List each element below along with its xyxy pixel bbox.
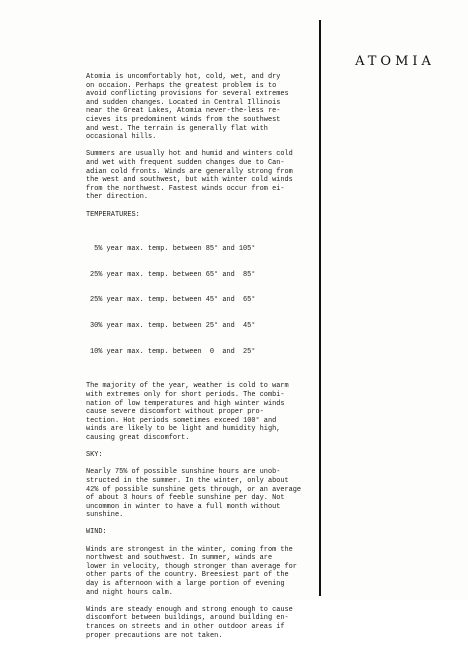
page-title: ATOMIA	[355, 54, 435, 69]
text-line: lower in velocity, though stronger than average for	[86, 562, 297, 571]
text-line: and west. The terrain is generally flat with	[86, 124, 268, 133]
text-line: adian cold fronts. Winds are generally strong from	[86, 167, 293, 176]
text-line: from the northwest. Fastest winds occur from ei-	[86, 184, 285, 193]
text-line: on occaion. Perhaps the greatest problem is to	[86, 81, 277, 90]
temperature-row: 30% year max. temp. between 25° and 45°	[90, 322, 256, 331]
text-line: The majority of the year, weather is cold to warm	[86, 382, 289, 391]
text-line: Winds are strongest in the winter, coming from the	[86, 545, 293, 554]
text-line: cause severe discomfort without proper pro-	[86, 408, 264, 417]
text-line: avoid conflicting provisions for several extremes	[86, 90, 289, 99]
text-line: northwest and southwest. In summer, winds are	[86, 554, 273, 563]
text-line: tection. Hot periods sometimes exceed 100° and	[86, 416, 277, 425]
text-line: and sudden changes. Located in Central Illinois	[86, 98, 281, 107]
text-line: trances on streets and in other outdoor areas if	[86, 623, 285, 631]
temperature-table	[86, 228, 316, 374]
text-line: discomfort between buildings, around building en-	[86, 614, 289, 623]
text-line: structed in the summer. In the winter, only about	[86, 476, 289, 485]
text-line: the west and southwest, but with winter cold winds	[86, 176, 293, 185]
temperatures-heading: TEMPERATURES:	[86, 210, 140, 219]
text-line: uncommon in winter to have a full month without	[86, 502, 281, 511]
text-line: cieves its predominent winds from the southwest	[86, 115, 281, 124]
text-line: ther direction.	[86, 193, 149, 202]
majority-paragraph	[86, 382, 316, 442]
text-line: Nearly 75% of possible sunshine hours are unob-	[86, 468, 281, 477]
steady-winds-paragraph	[86, 606, 316, 640]
vertical-rule	[319, 20, 321, 596]
text-line: near the Great Lakes, Atomia never-the-less re-	[86, 107, 281, 116]
temperature-row: 25% year max. temp. between 45° and 65°	[90, 296, 256, 305]
text-line: Summers are usually hot and humid and winters cold	[86, 150, 293, 159]
text-line: with extremes only for short periods. The combi-	[86, 390, 285, 399]
intro-paragraph	[86, 73, 316, 142]
temperature-row: 5% year max. temp. between 85° and 105°	[90, 244, 256, 253]
temperature-row: 10% year max. temp. between 0 and 25°	[90, 348, 256, 356]
wind-heading: WIND:	[86, 528, 107, 537]
text-line: Winds are steady enough and strong enough to cause	[86, 605, 293, 614]
temperature-row: 25% year max. temp. between 65° and 85°	[90, 270, 256, 279]
summer-paragraph	[86, 150, 316, 202]
text-line: of about 3 hours of feeble sunshine per day. Not	[86, 494, 285, 503]
text-line: occasional hills.	[86, 133, 157, 142]
text-line: other parts of the country. Breesiest part of the	[86, 571, 289, 580]
sky-heading: SKY:	[86, 451, 103, 460]
text-line: sunshine.	[86, 511, 124, 520]
text-line: and wet with frequent sudden changes due to Can-	[86, 158, 285, 167]
text-line: causing great discomfort.	[86, 433, 190, 442]
text-line: and night hours calm.	[86, 588, 173, 597]
sky-paragraph	[86, 468, 316, 520]
text-line: nation of low temperatures and high winter winds	[86, 399, 285, 408]
text-line: Atomia is uncomfortably hot, cold, wet, and dry	[86, 73, 281, 81]
document-body	[86, 73, 316, 649]
text-line: 42% of possible sunshine gets through, or an average	[86, 485, 302, 494]
wind-paragraph	[86, 546, 316, 598]
text-line: day is afternoon with a large portion of evening	[86, 580, 285, 589]
text-line: winds are likely to be light and humidity high,	[86, 425, 281, 434]
text-line: proper precautions are not taken.	[86, 631, 223, 640]
